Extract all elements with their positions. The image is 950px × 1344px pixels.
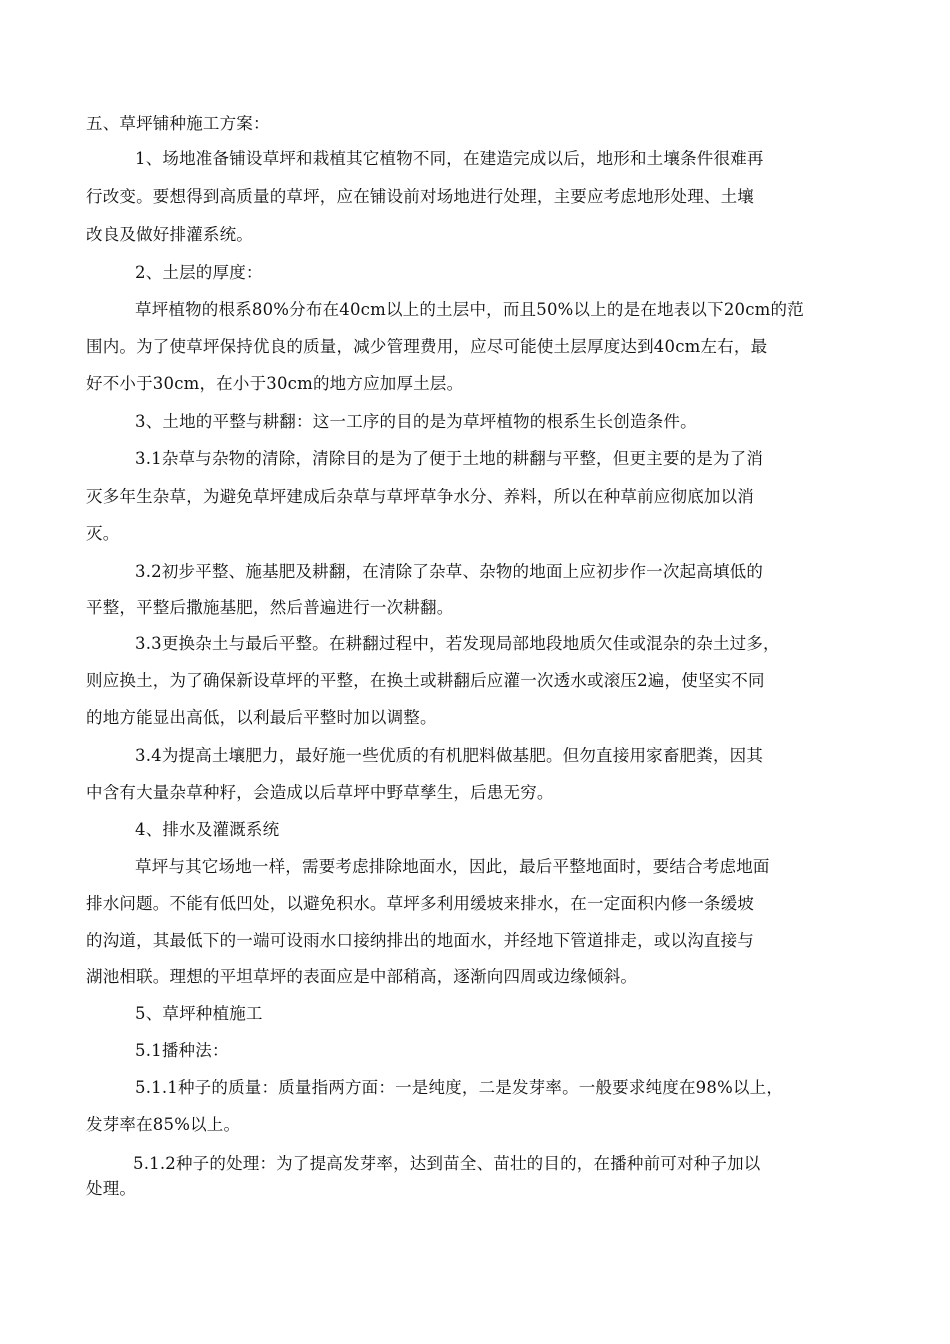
paragraph-line: 草坪植物的根系80%分布在40cm以上的土层中，而且50%以上的是在地表以下20cm的范	[135, 300, 804, 319]
paragraph-line: 则应换土，为了确保新设草坪的平整，在换土或耕翻后应灌一次透水或滚压2遍，使坚实不同	[86, 671, 765, 690]
subheading: 5、草坪种植施工	[135, 1004, 263, 1023]
paragraph-line: 行改变。要想得到高质量的草坪，应在铺设前对场地进行处理，主要应考虑地形处理、土壤	[86, 187, 754, 206]
paragraph-line: 5.1.1种子的质量：质量指两方面：一是纯度，二是发芽率。一般要求纯度在98%以上，	[135, 1078, 784, 1097]
subheading: 4、排水及灌溉系统	[135, 820, 280, 839]
paragraph-line: 湖池相联。理想的平坦草坪的表面应是中部稍高，逐渐向四周或边缘倾斜。	[86, 967, 638, 986]
paragraph-line: 好不小于30cm，在小于30cm的地方应加厚土层。	[86, 374, 464, 393]
paragraph-line: 平整，平整后撒施基肥，然后普遍进行一次耕翻。	[86, 598, 454, 617]
paragraph-line: 灭。	[86, 524, 120, 543]
paragraph-line: 灭多年生杂草，为避免草坪建成后杂草与草坪草争水分、养料，所以在种草前应彻底加以消	[86, 487, 754, 506]
subheading: 2、土层的厚度：	[135, 263, 263, 282]
paragraph-line: 5.1.2种子的处理：为了提高发芽率，达到苗全、苗壮的目的，在播种前可对种子加以	[133, 1154, 761, 1173]
paragraph-line: 1、场地准备铺设草坪和栽植其它植物不同，在建造完成以后，地形和土壤条件很难再	[135, 149, 764, 168]
paragraph-line: 改良及做好排灌系统。	[86, 225, 253, 244]
paragraph-line: 处理。	[86, 1179, 137, 1198]
paragraph-line: 的沟道，其最低下的一端可设雨水口接纳排出的地面水，并经地下管道排走，或以沟直接与	[86, 931, 754, 950]
paragraph-line: 围内。为了使草坪保持优良的质量，减少管理费用，应尽可能使土层厚度达到40cm左右，最	[86, 337, 768, 356]
paragraph-line: 的地方能显出高低，以利最后平整时加以调整。	[86, 708, 437, 727]
paragraph-line: 3.2初步平整、施基肥及耕翻，在清除了杂草、杂物的地面上应初步作一次起高填低的	[135, 562, 764, 581]
paragraph-line: 排水问题。不能有低凹处，以避免积水。草坪多利用缓坡来排水，在一定面积内修一条缓坡	[86, 894, 754, 913]
paragraph-line: 3.1杂草与杂物的清除，清除目的是为了便于土地的耕翻与平整，但更主要的是为了消	[135, 449, 764, 468]
paragraph-line: 中含有大量杂草种籽，会造成以后草坪中野草孳生，后患无穷。	[86, 783, 554, 802]
subheading: 3、土地的平整与耕翻：这一工序的目的是为草坪植物的根系生长创造条件。	[135, 412, 697, 431]
paragraph-line: 草坪与其它场地一样，需要考虑排除地面水，因此，最后平整地面时，要结合考虑地面	[135, 857, 770, 876]
paragraph-line: 3.4为提高土壤肥力，最好施一些优质的有机肥料做基肥。但勿直接用家畜肥粪，因其	[135, 746, 764, 765]
subheading: 5.1播种法：	[135, 1041, 229, 1060]
section-heading: 五、草坪铺种施工方案：	[86, 114, 270, 133]
paragraph-line: 3.3更换杂土与最后平整。在耕翻过程中，若发现局部地段地质欠佳或混杂的杂土过多，	[135, 634, 780, 653]
paragraph-line: 发芽率在85%以上。	[86, 1115, 241, 1134]
